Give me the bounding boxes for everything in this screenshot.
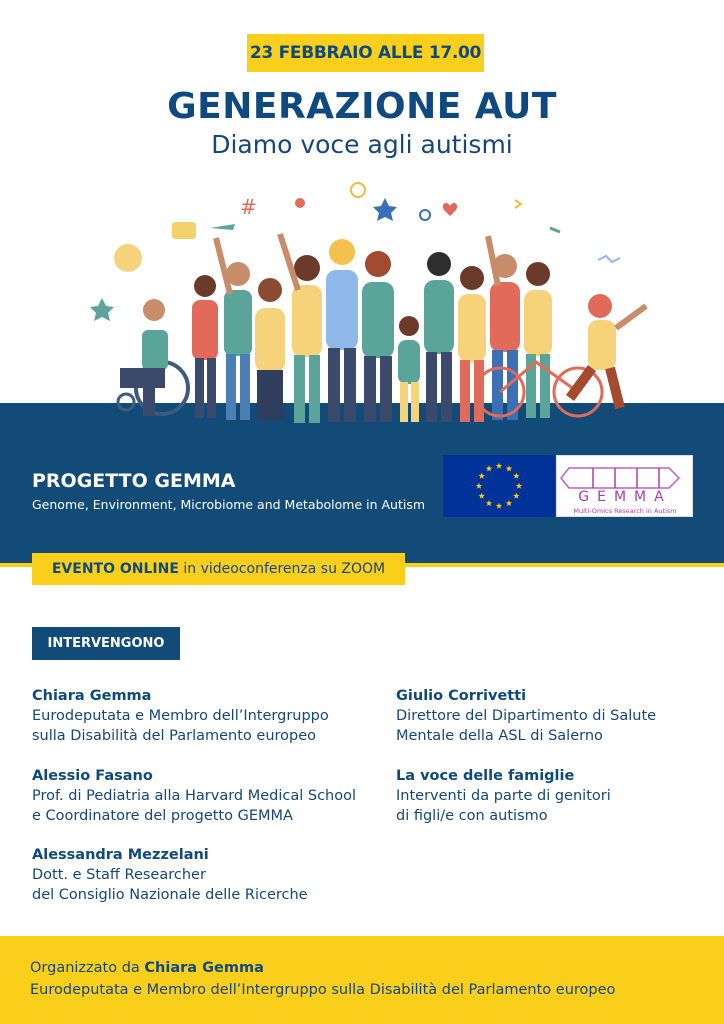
eu-stars-icon [443,455,555,517]
eu-star-icon [513,473,519,479]
footer-organizer [30,960,264,976]
eu-star-icon [478,473,484,479]
speaker-role: Direttore del Dipartimento di Salute Mentale della ASL di Salerno [396,708,657,744]
page-subtitle: Diamo voce agli autismi [211,130,513,159]
eu-star-icon [478,493,484,499]
eu-star-icon [496,503,502,509]
speaker-role: Dott. e Staff Researcher del Consiglio Nazionale delle Ricerche [32,867,308,903]
crowd-people [192,234,646,423]
gemma-logo [556,455,693,517]
gemma-logo-text: GEMMA [578,489,672,505]
footer-organized-label: Organizzato da [30,960,145,976]
speaker-name: La voce delle famiglie [396,768,575,784]
svg-text:#: # [240,195,257,219]
eu-star-icon [516,483,522,489]
eu-star-icon [513,493,519,499]
speaker-role: Eurodeputata e Membro dell’Intergruppo sulla Disabilità del Parlamento europeo [32,708,329,744]
online-event-badge [32,553,405,585]
speaker-name: Alessandra Mezzelani [32,847,209,863]
speaker-item [396,686,706,746]
date-badge: 23 FEBBRAIO ALLE 17.00 [247,34,484,72]
speaker-role: Prof. di Pediatria alla Harvard Medical School e Coordinatore del progetto GEMMA [32,788,357,824]
speaker-item [32,686,382,746]
speaker-item [32,766,392,826]
speaker-role: Interventi da parte di genitori di figli/e con autismo [396,788,611,824]
speakers-header: INTERVENGONO [32,627,180,660]
speaker-name: Alessio Fasano [32,768,153,784]
online-event-label: EVENTO ONLINE [51,561,179,577]
gemma-logo-tagline: Multi-Omics Research in Autism [573,507,677,515]
eu-flag-logo [443,455,555,517]
online-event-detail: in videoconferenza su ZOOM [178,561,386,577]
page-title: GENERAZIONE AUT [167,86,557,127]
footer-organizer-role: Eurodeputata e Membro dell’Intergruppo sulla Disabilità del Parlamento europeo [30,982,616,998]
eu-star-icon [506,500,512,506]
gemma-logo-graphic [557,456,694,518]
wheelchair-person [118,299,188,416]
speaker-item [396,766,706,826]
eu-star-icon [486,500,492,506]
speaker-item [32,845,382,905]
speaker-name: Chiara Gemma [32,688,152,704]
footer-band [0,936,724,1024]
footer-organizer-name: Chiara Gemma [144,960,264,976]
project-description: Genome, Environment, Microbiome and Metabolome in Autism [32,497,426,512]
eu-star-icon [476,483,482,489]
eu-star-icon [506,465,512,471]
project-title: PROGETTO GEMMA [32,470,236,492]
eu-star-icon [486,465,492,471]
crowd-illustration [80,170,660,432]
eu-star-icon [496,463,502,469]
speaker-name: Giulio Corrivetti [396,688,527,704]
